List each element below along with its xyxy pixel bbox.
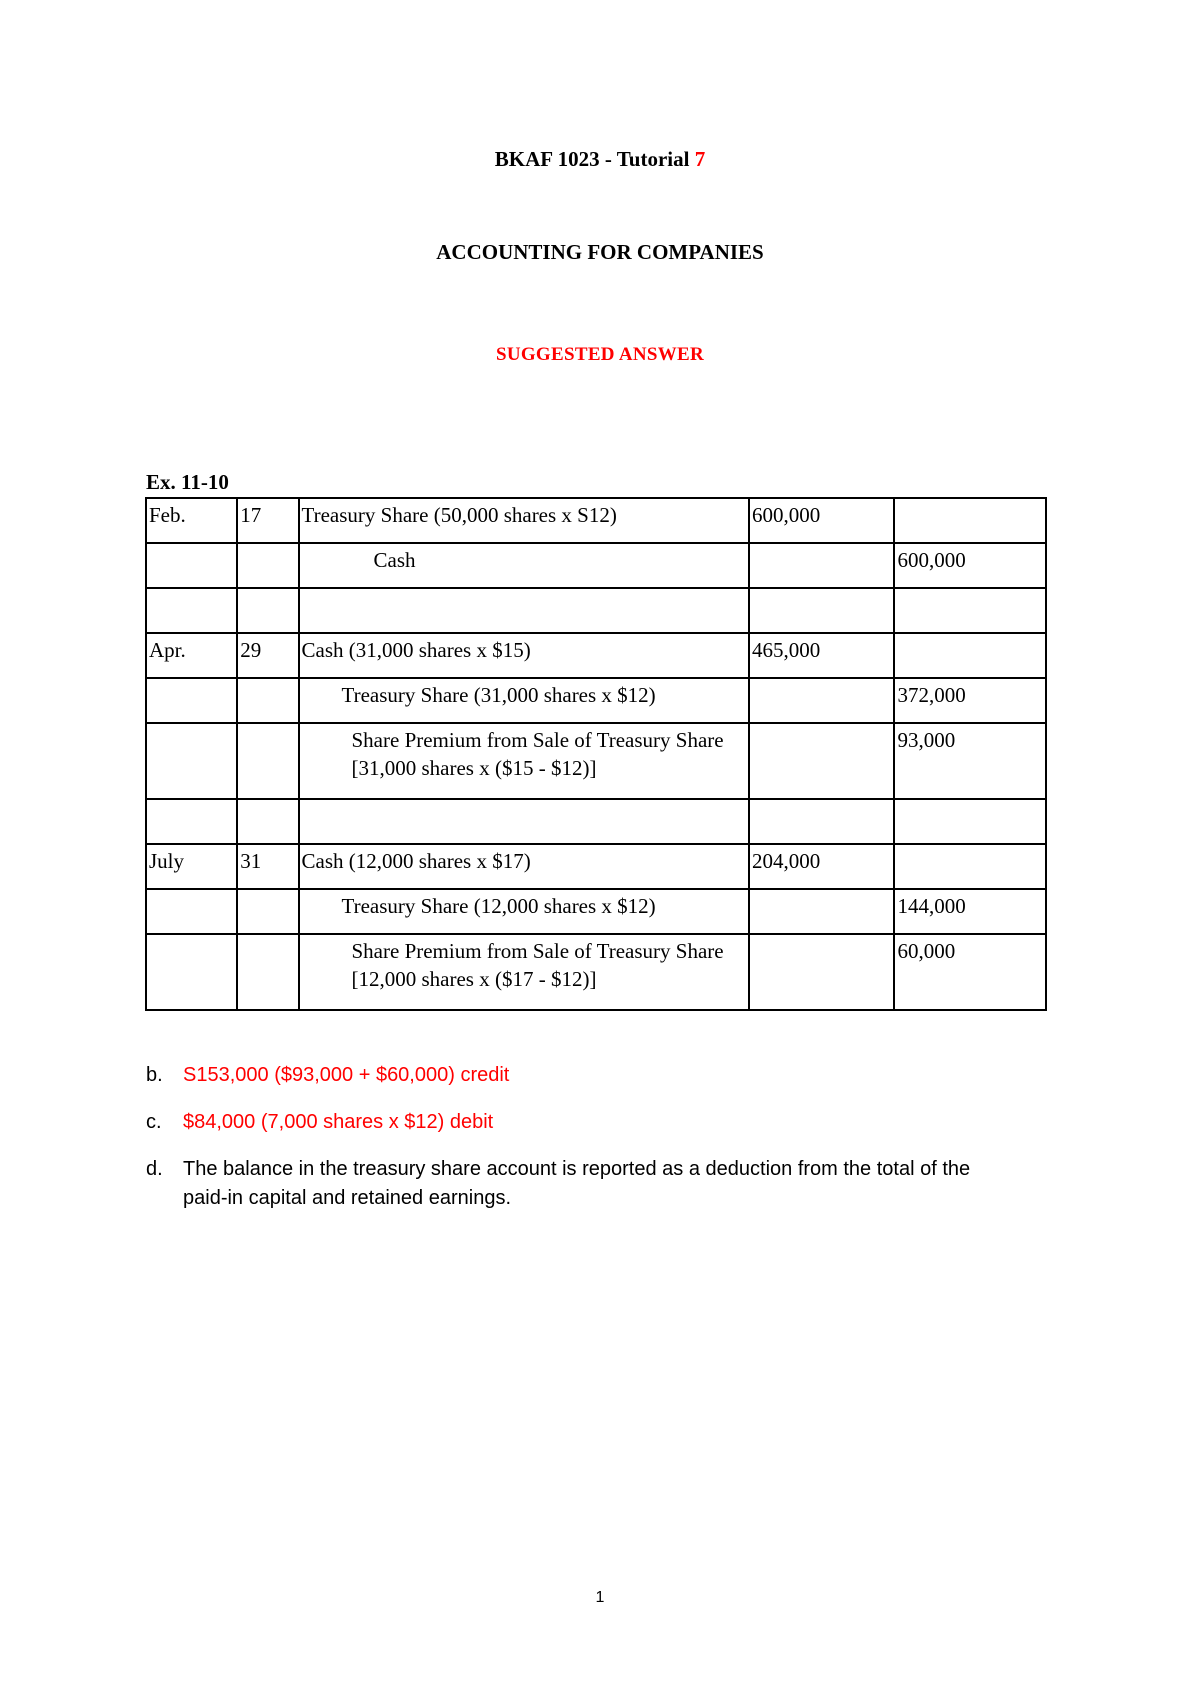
cell-day: 17 (237, 498, 298, 543)
table-row (146, 678, 1046, 723)
answer-c-text: $84,000 (7,000 shares x $12) debit (183, 1111, 494, 1133)
cell-debit (749, 678, 894, 723)
table-row (146, 498, 1046, 543)
document-title (0, 147, 1200, 172)
cell-credit: 600,000 (894, 543, 1046, 588)
journal-entries-table (145, 497, 1047, 1011)
table-row (146, 934, 1046, 1010)
answer-d (146, 1155, 976, 1213)
answer-c-letter: c. (146, 1111, 162, 1133)
table-row (146, 844, 1046, 889)
table-row (146, 633, 1046, 678)
cell-month: Feb. (146, 498, 237, 543)
cell-credit: 144,000 (894, 889, 1046, 934)
cell-debit (749, 543, 894, 588)
cell-description (299, 799, 750, 844)
cell-description: Treasury Share (31,000 shares x $12) (299, 678, 750, 723)
answer-b-letter: b. (146, 1064, 163, 1086)
answer-c (146, 1108, 946, 1137)
cell-month (146, 799, 237, 844)
cell-debit (749, 889, 894, 934)
cell-debit (749, 799, 894, 844)
cell-debit: 465,000 (749, 633, 894, 678)
table-row (146, 588, 1046, 633)
tutorial-number: 7 (694, 147, 706, 171)
table-row (146, 723, 1046, 799)
cell-description: Share Premium from Sale of Treasury Share [12,000 shares x ($17 - $12)] (299, 934, 750, 1010)
cell-month (146, 543, 237, 588)
cell-description: Cash (12,000 shares x $17) (299, 844, 750, 889)
cell-description: Cash (299, 543, 750, 588)
table-row (146, 799, 1046, 844)
answer-d-text: The balance in the treasury share account is reported as a deduction from the total of the paid-in capital and retained earnings. (183, 1158, 971, 1209)
cell-month (146, 588, 237, 633)
page-number: 1 (595, 1589, 605, 1606)
cell-month (146, 723, 237, 799)
cell-description: Cash (31,000 shares x $15) (299, 633, 750, 678)
cell-credit: 93,000 (894, 723, 1046, 799)
cell-debit: 600,000 (749, 498, 894, 543)
cell-month: Apr. (146, 633, 237, 678)
cell-day (237, 543, 298, 588)
cell-description: Treasury Share (12,000 shares x $12) (299, 889, 750, 934)
cell-credit (894, 844, 1046, 889)
cell-day (237, 934, 298, 1010)
answer-b (146, 1061, 946, 1090)
cell-credit: 60,000 (894, 934, 1046, 1010)
cell-day (237, 799, 298, 844)
cell-debit: 204,000 (749, 844, 894, 889)
cell-day (237, 678, 298, 723)
cell-debit (749, 934, 894, 1010)
cell-debit (749, 723, 894, 799)
cell-day: 29 (237, 633, 298, 678)
cell-debit (749, 588, 894, 633)
answer-b-text: S153,000 ($93,000 + $60,000) credit (183, 1064, 510, 1086)
cell-description: Treasury Share (50,000 shares x S12) (299, 498, 750, 543)
cell-credit (894, 498, 1046, 543)
answer-d-letter: d. (146, 1158, 163, 1180)
table-row (146, 889, 1046, 934)
cell-month (146, 889, 237, 934)
cell-month: July (146, 844, 237, 889)
suggested-answer-heading: SUGGESTED ANSWER (495, 344, 705, 365)
cell-day: 31 (237, 844, 298, 889)
cell-credit (894, 799, 1046, 844)
cell-day (237, 723, 298, 799)
table-row (146, 543, 1046, 588)
cell-credit: 372,000 (894, 678, 1046, 723)
cell-description (299, 588, 750, 633)
exercise-label: Ex. 11-10 (146, 470, 229, 494)
cell-credit (894, 588, 1046, 633)
cell-month (146, 934, 237, 1010)
cell-day (237, 588, 298, 633)
document-subtitle: ACCOUNTING FOR COMPANIES (436, 240, 764, 264)
cell-day (237, 889, 298, 934)
title-main: BKAF 1023 - Tutorial (494, 147, 695, 171)
cell-credit (894, 633, 1046, 678)
cell-description: Share Premium from Sale of Treasury Share [31,000 shares x ($15 - $12)] (299, 723, 750, 799)
cell-month (146, 678, 237, 723)
